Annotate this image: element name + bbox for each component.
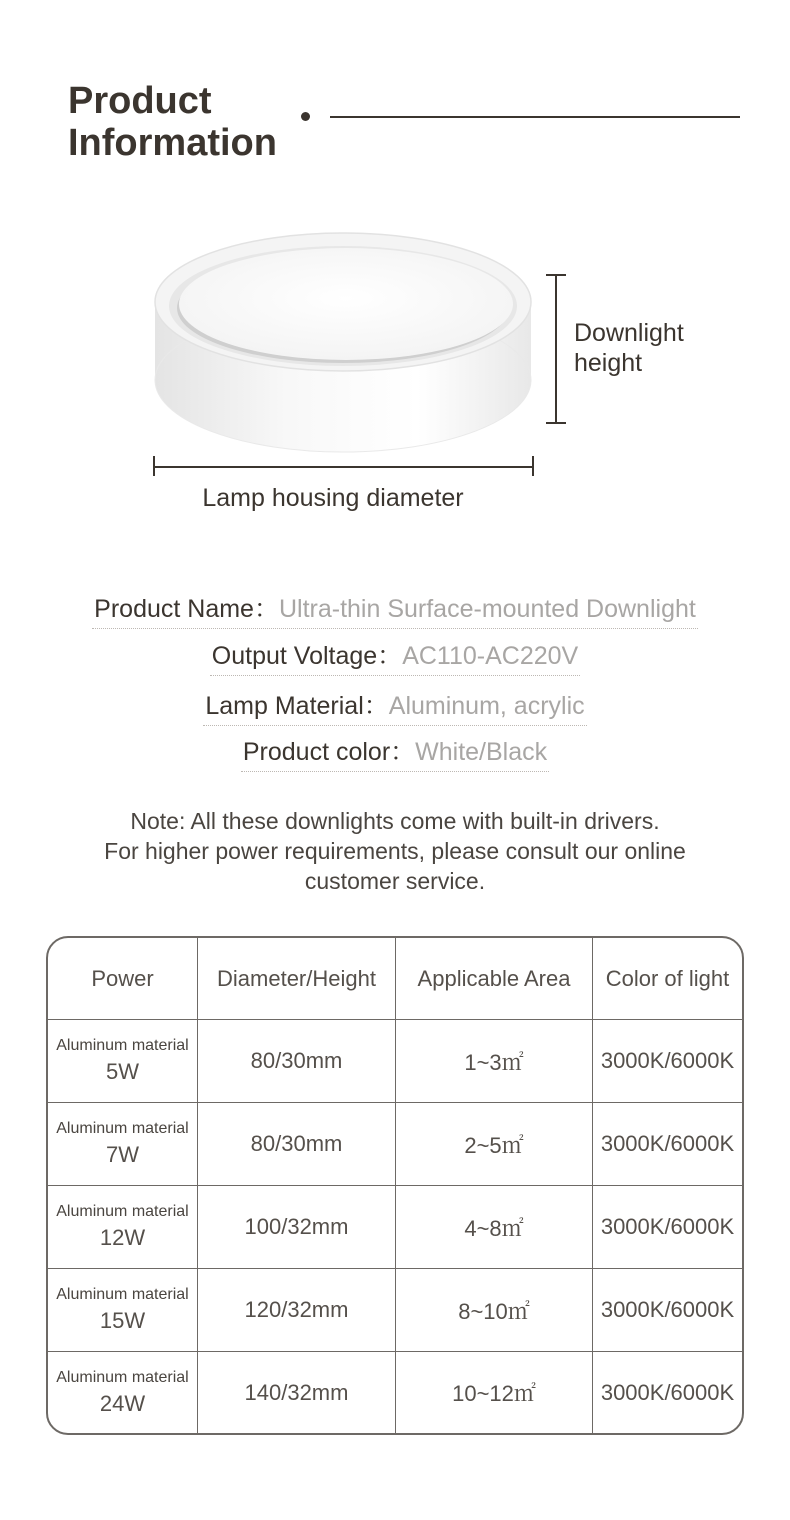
height-dimension-cap-bottom [546, 422, 566, 424]
material-label: Aluminum material [56, 1203, 189, 1220]
height-label-line2: height [574, 349, 643, 377]
note-line3: customer service. [304, 868, 486, 894]
note-line1: Note: All these downlights come with built-in drivers. [130, 808, 660, 834]
color-cell: 3000K/6000K [593, 1020, 742, 1103]
height-label [574, 318, 684, 378]
spec-value: Ultra-thin Surface-mounted Downlight [278, 595, 696, 623]
material-label: Aluminum material [56, 1120, 189, 1137]
color-cell: 3000K/6000K [593, 1186, 742, 1269]
spec-key: Lamp Material： [205, 692, 389, 720]
diameter-dimension-line [153, 466, 533, 468]
color-cell: 3000K/6000K [600, 1379, 735, 1405]
spec-key: Product color： [242, 738, 416, 766]
area-cell: 1~3㎡ [396, 1020, 593, 1103]
height-dimension-cap-top [546, 274, 566, 276]
color-cell: 3000K/6000K [593, 1103, 742, 1186]
table-row-power [48, 1352, 198, 1433]
power-value: 15W [99, 1308, 146, 1333]
header-power: Power [48, 938, 198, 1020]
height-dimension-line [555, 274, 557, 424]
material-label: Aluminum material [56, 1368, 189, 1386]
height-label-line1: Downlight [574, 319, 684, 347]
spec-product-color [0, 735, 790, 772]
size-cell: 100/32mm [198, 1186, 396, 1269]
table-row-power [48, 1269, 198, 1352]
table-row-power [48, 1186, 198, 1269]
page-title [68, 80, 277, 164]
spec-key: Output Voltage： [211, 642, 403, 670]
power-value: 12W [99, 1225, 146, 1250]
driver-note [0, 806, 790, 896]
page-title-line2: Information [68, 122, 277, 164]
title-dot-icon [301, 112, 310, 121]
power-value: 7W [106, 1142, 139, 1167]
spec-output-voltage [0, 639, 790, 676]
header-diameter-height: Diameter/Height [198, 938, 396, 1020]
material-label: Aluminum material [56, 1037, 189, 1054]
size-cell: 80/30mm [198, 1103, 396, 1186]
spec-lamp-material [0, 689, 790, 726]
spec-key: Product Name： [94, 595, 279, 623]
title-divider [330, 116, 740, 118]
downlight-illustration [140, 220, 580, 480]
size-cell: 120/32mm [198, 1269, 396, 1352]
spec-value: Aluminum, acrylic [388, 692, 585, 720]
spec-value: AC110-AC220V [402, 642, 579, 670]
diameter-label: Lamp housing diameter [202, 484, 464, 512]
table-row-power [48, 1020, 198, 1103]
area-cell: 2~5㎡ [396, 1103, 593, 1186]
diameter-dimension-cap-left [153, 456, 155, 476]
table-row-power [48, 1103, 198, 1186]
area-cell: 4~8㎡ [396, 1186, 593, 1269]
size-cell: 140/32mm [198, 1352, 396, 1433]
specification-table [46, 936, 744, 1435]
page-title-line1: Product [68, 80, 212, 122]
area-cell: 8~10㎡ [396, 1269, 593, 1352]
power-value: 5W [106, 1059, 139, 1084]
header-color-of-light: Color of light [593, 938, 742, 1020]
power-value: 24W [99, 1390, 146, 1416]
header-applicable-area: Applicable Area [396, 938, 593, 1020]
spec-value: White/Black [415, 738, 548, 766]
material-label: Aluminum material [56, 1286, 189, 1303]
diameter-dimension-cap-right [532, 456, 534, 476]
size-cell: 80/30mm [198, 1020, 396, 1103]
color-cell: 3000K/6000K [593, 1269, 742, 1352]
area-cell: 10~12㎡ [396, 1352, 593, 1433]
spec-product-name [0, 592, 790, 629]
note-line2: For higher power requirements, please consult our online [104, 838, 686, 864]
